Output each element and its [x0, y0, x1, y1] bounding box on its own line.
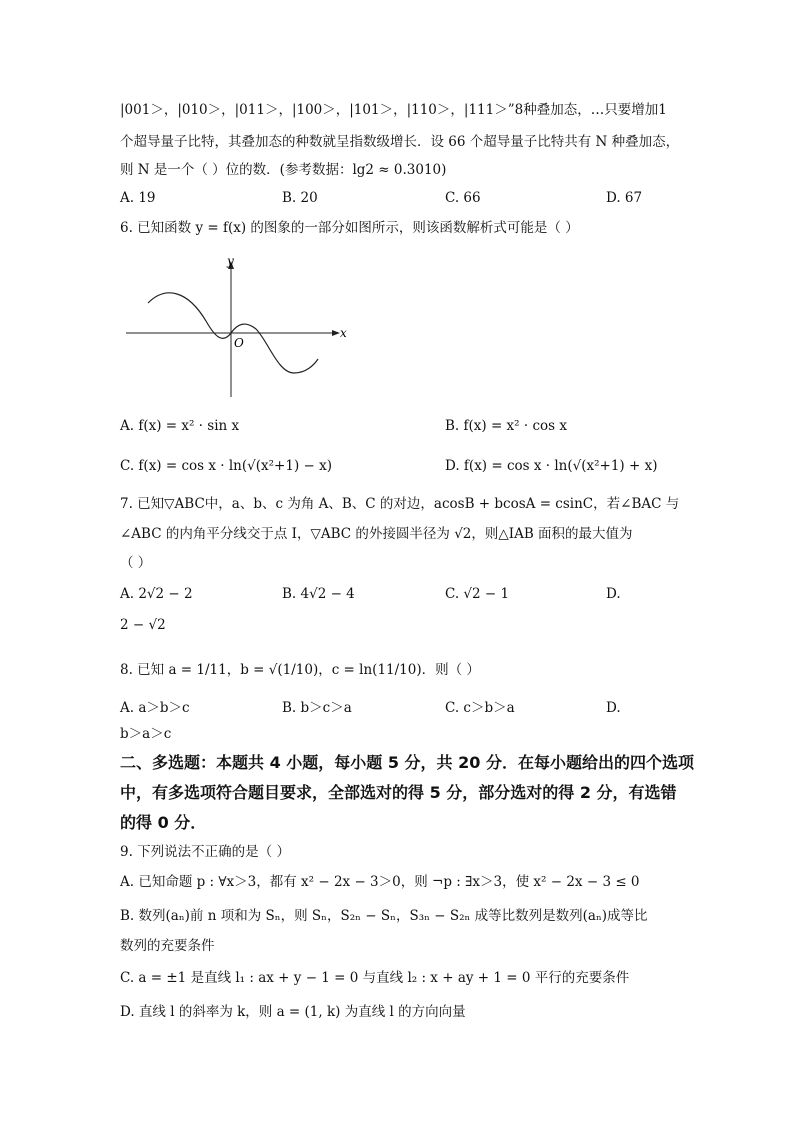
- section-heading-line-1: 二、多选题：本题共 4 小题，每小题 5 分，共 20 分．在每小题给出的四个选项: [120, 753, 694, 772]
- q7-text-line-1: 7. 已知▽ABC中，a、b、c 为角 A、B、C 的对边，acosB + bcosA = csinC，若∠BAC 与: [120, 496, 680, 512]
- q5-option-d: D. 67: [606, 190, 643, 206]
- q7-option-c: C. √2 − 1: [445, 586, 510, 602]
- q9-option-c: C. a = ±1 是直线 l₁ : ax + y − 1 = 0 与直线 l₂ : x + ay + 1 = 0 平行的充要条件: [120, 970, 630, 986]
- q6-stem: 6. 已知函数 y = f(x) 的图象的一部分如图所示，则该函数解析式可能是（ ）: [120, 220, 579, 236]
- q8-option-c: C. c＞b＞a: [445, 700, 515, 716]
- q7-option-b: B. 4√2 − 4: [282, 586, 355, 602]
- q7-text-line-3: （ ）: [120, 555, 152, 571]
- q8-stem: 8. 已知 a = 1/11，b = √(1/10)，c = ln(11/10)．则（ ）: [120, 662, 480, 678]
- q8-option-a: A. a＞b＞c: [120, 700, 190, 716]
- q7-option-d: D.: [606, 586, 621, 602]
- q6-option-c: C. f(x) = cos x · ln(√(x²+1) − x): [120, 458, 332, 474]
- q5-text-line-2: 个超导量子比特，其叠加态的种数就呈指数级增长．设 66 个超导量子比特共有 N 种叠加态，: [120, 134, 680, 150]
- q8-option-b: B. b＞c＞a: [282, 700, 352, 716]
- x-axis-label: x: [340, 326, 347, 340]
- q7-text-line-2: ∠ABC 的内角平分线交于点 I，▽ABC 的外接圆半径为 √2，则△IAB 面积的最大值为: [120, 526, 633, 542]
- q6-option-b: B. f(x) = x² · cos x: [445, 418, 567, 434]
- q5-option-b: B. 20: [282, 190, 318, 206]
- function-graph: [118, 255, 358, 403]
- q9-option-b-line-1: B. 数列(aₙ)前 n 项和为 Sₙ，则 Sₙ，S₂ₙ − Sₙ，S₃ₙ − S₂ₙ 成等比数列是数列(aₙ)成等比: [120, 908, 648, 924]
- section-heading-line-2: 中，有多选项符合题目要求，全部选对的得 5 分，部分选对的得 2 分，有选错: [120, 783, 677, 802]
- q8-option-d: D.: [606, 700, 621, 716]
- q5-option-a: A. 19: [120, 190, 156, 206]
- q5-option-c: C. 66: [445, 190, 481, 206]
- y-axis-label: y: [227, 255, 234, 268]
- q9-option-a: A. 已知命题 p : ∀x＞3，都有 x² − 2x − 3＞0，则 ¬p : ∃x＞3，使 x² − 2x − 3 ≤ 0: [120, 874, 640, 890]
- q9-option-d: D. 直线 l 的斜率为 k，则 a = (1, k) 为直线 l 的方向向量: [120, 1004, 466, 1020]
- q9-option-b-line-2: 数列的充要条件: [120, 938, 215, 954]
- q5-text-line-3: 则 N 是一个（ ）位的数．(参考数据：lg2 ≈ 0.3010): [120, 162, 447, 178]
- q6-option-a: A. f(x) = x² · sin x: [120, 418, 240, 434]
- q8-option-d-value: b＞a＞c: [120, 726, 172, 742]
- section-heading-line-3: 的得 0 分．: [120, 813, 207, 832]
- q9-stem: 9. 下列说法不正确的是（ ）: [120, 844, 290, 860]
- q6-option-d: D. f(x) = cos x · ln(√(x²+1) + x): [445, 458, 658, 474]
- q5-text-line-1: |001＞，|010＞，|011＞，|100＞，|101＞，|110＞，|111＞”8种叠加态，…只要增加1: [120, 102, 667, 118]
- q7-option-d-value: 2 − √2: [120, 617, 166, 633]
- x-axis-arrow: [332, 330, 340, 336]
- q7-option-a: A. 2√2 − 2: [120, 586, 193, 602]
- origin-label: O: [234, 336, 244, 350]
